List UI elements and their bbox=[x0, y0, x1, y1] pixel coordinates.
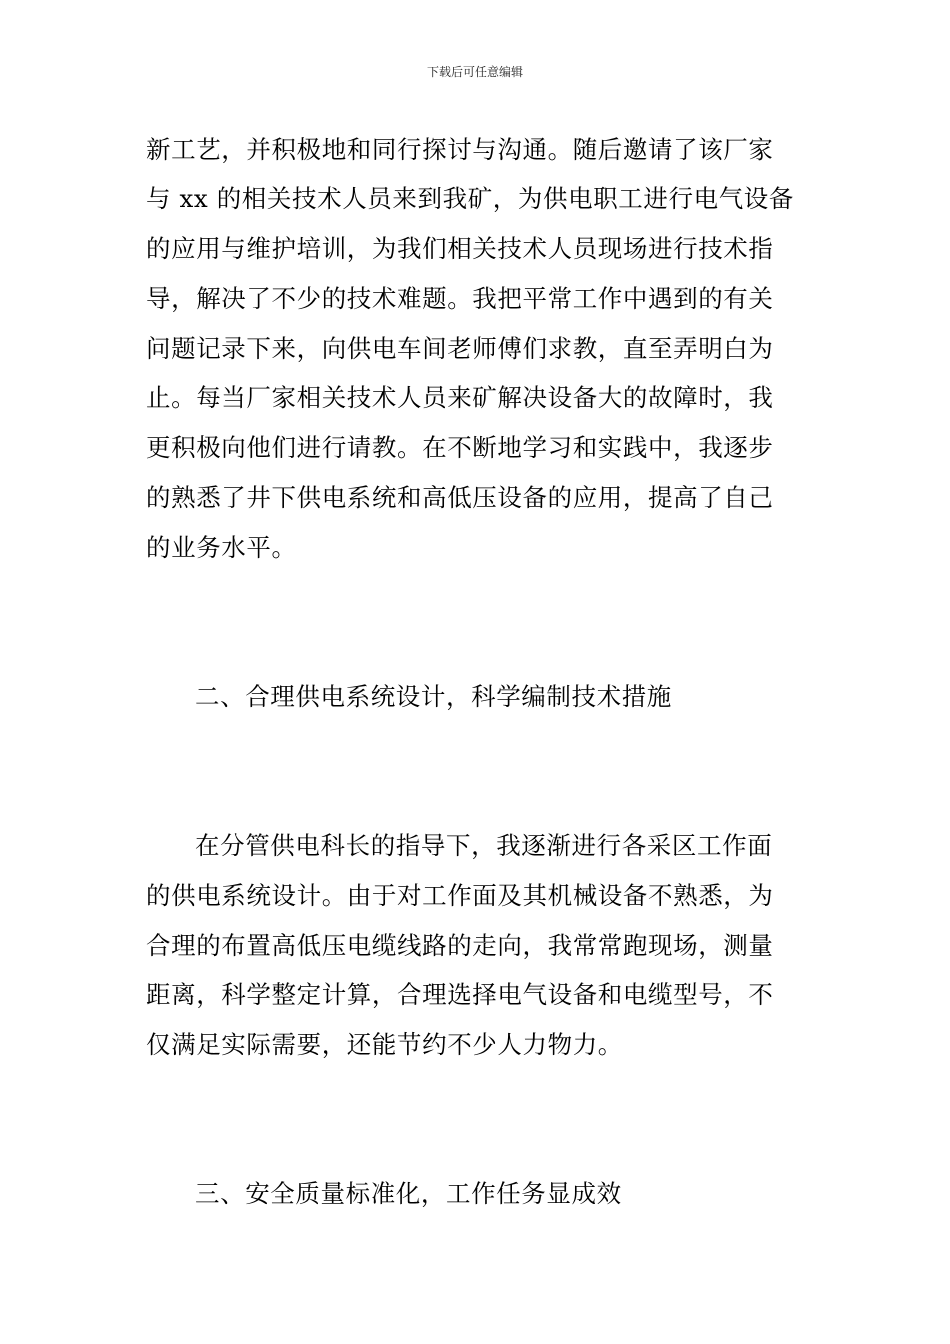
text-line: 的供电系统设计。由于对工作面及其机械设备不熟悉，为 bbox=[146, 881, 774, 910]
text-line: 距离，科学整定计算，合理选择电气设备和电缆型号，不 bbox=[146, 980, 774, 1009]
text-line: 的应用与维护培训，为我们相关技术人员现场进行技术指 bbox=[146, 234, 774, 263]
text-line: 仅满足实际需要，还能节约不少人力物力。 bbox=[146, 1030, 623, 1059]
section-heading-2: 二、合理供电系统设计，科学编制技术措施 bbox=[195, 682, 672, 711]
text-line: 问题记录下来，向供电车间老师傅们求教，直至弄明白为 bbox=[146, 334, 774, 363]
text-line: 止。每当厂家相关技术人员来矿解决设备大的故障时，我 bbox=[146, 383, 774, 412]
text-line: 新工艺，并积极地和同行探讨与沟通。随后邀请了该厂家 bbox=[146, 135, 774, 164]
text-line: 合理的布置高低压电缆线路的走向，我常常跑现场，测量 bbox=[146, 931, 774, 960]
section-heading-3: 三、安全质量标准化，工作任务显成效 bbox=[195, 1179, 622, 1208]
page-header-note: 下载后可任意编辑 bbox=[426, 65, 523, 79]
text-line: 的业务水平。 bbox=[146, 533, 297, 562]
text-line: 导，解决了不少的技术难题。我把平常工作中遇到的有关 bbox=[146, 284, 774, 313]
text-line: 在分管供电科长的指导下，我逐渐进行各采区工作面 bbox=[195, 831, 773, 860]
text-line: 与 xx 的相关技术人员来到我矿，为供电职工进行电气设备 bbox=[146, 184, 795, 213]
text-line: 的熟悉了井下供电系统和高低压设备的应用，提高了自己 bbox=[146, 483, 774, 512]
text-line: 更积极向他们进行请教。在不断地学习和实践中，我逐步 bbox=[146, 433, 774, 462]
